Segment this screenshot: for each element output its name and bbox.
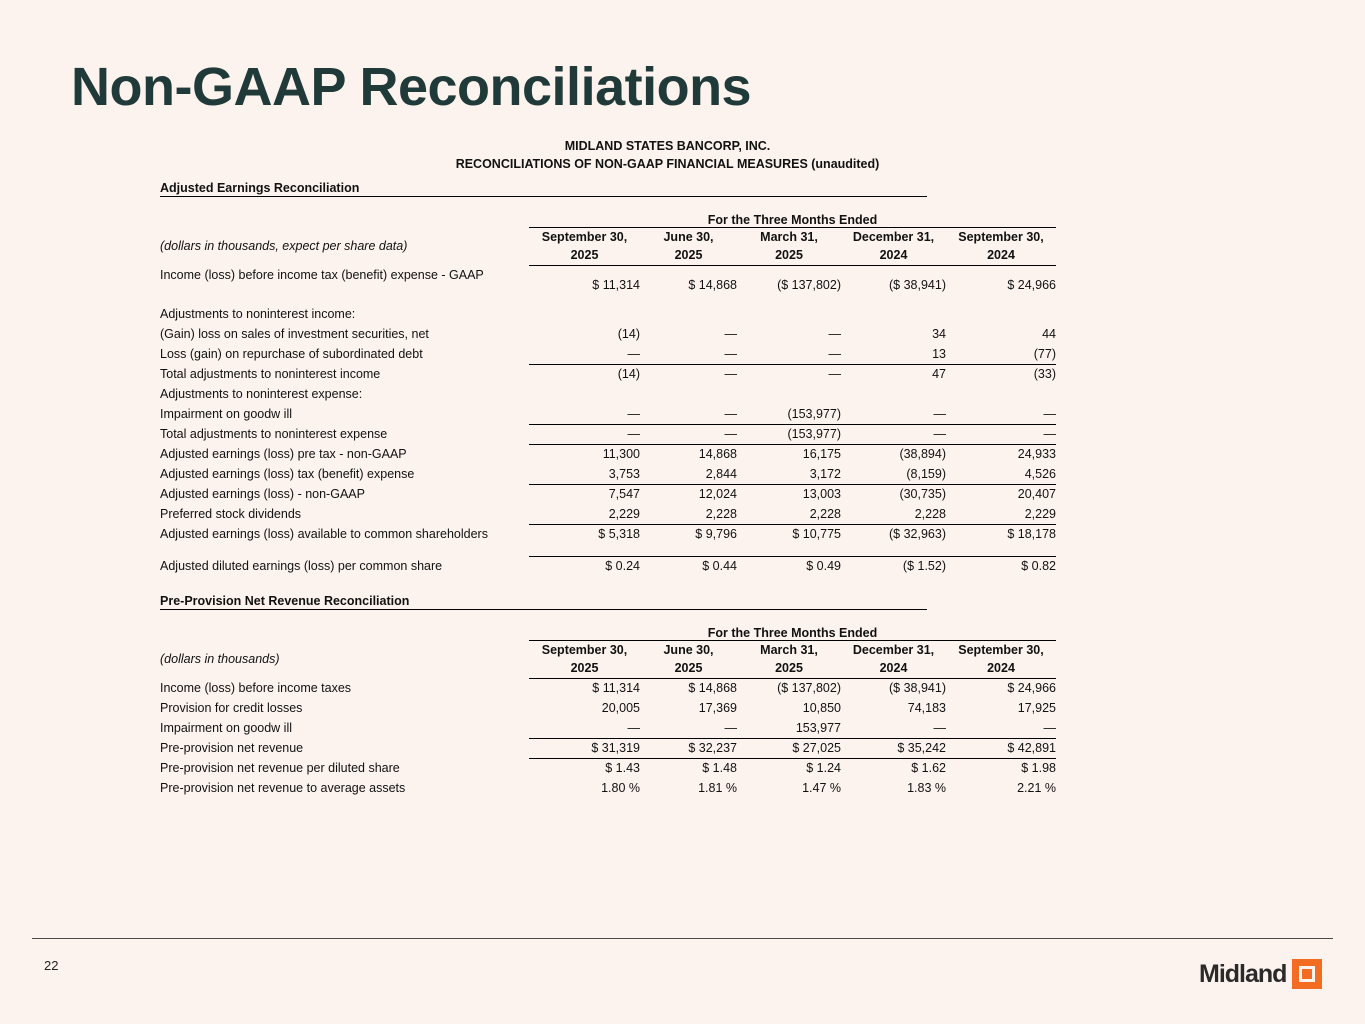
cell-value: 2,228 (705, 506, 737, 521)
row-label: Adjusted earnings (loss) - non-GAAP (160, 487, 365, 501)
cell-value: (33) (946, 364, 1056, 384)
table-row (160, 758, 1056, 778)
cell-value: $ 1.98 (946, 758, 1056, 778)
cell-value: (30,735) (841, 484, 946, 504)
cell-value: 17,369 (698, 701, 737, 715)
cell-value: 44 (1042, 327, 1056, 341)
cell-value: $ 0.44 (702, 559, 737, 574)
cell-value: (153,977) (737, 424, 841, 444)
cell-value: 1.80 % (601, 781, 640, 795)
cell-value: $ 11,314 (592, 681, 640, 696)
cell-value: 2,228 (809, 506, 841, 521)
cell-value: 2,228 (914, 506, 946, 521)
table-row (160, 304, 1056, 324)
cell-value: 74,183 (907, 701, 946, 715)
row-label: Adjusted earnings (loss) available to common shareholders (160, 527, 488, 541)
cell-value: 20,407 (946, 484, 1056, 504)
cell-value: — (1043, 406, 1056, 421)
cell-value (640, 304, 737, 324)
cell-value: — (828, 346, 841, 361)
row-label: Pre-provision net revenue to average assets (160, 781, 406, 795)
cell-value (529, 304, 640, 324)
cell-value: — (724, 720, 737, 735)
table-row (160, 678, 1056, 698)
column-header-year: 2024 (946, 246, 1056, 265)
cell-value: ($ 38,941) (889, 681, 946, 696)
cell-value: $ 10,775 (737, 524, 841, 544)
cell-value: 10,850 (802, 701, 841, 715)
cell-value: 2,844 (705, 466, 737, 481)
cell-value: $ 27,025 (737, 738, 841, 758)
cell-value: — (627, 720, 640, 735)
table-row (160, 738, 1056, 758)
table-row (160, 265, 1056, 304)
table-row (160, 444, 1056, 464)
cell-value: — (1043, 720, 1056, 735)
cell-value: $ 0.82 (1021, 559, 1056, 574)
cell-value: 13 (932, 346, 946, 361)
column-header-year: 2025 (737, 659, 841, 678)
column-header-year: 2025 (640, 659, 737, 678)
cell-value: 14,868 (640, 444, 737, 464)
column-header-date: September 30, (541, 229, 628, 244)
cell-value: (14) (617, 327, 640, 341)
table-row (160, 524, 1056, 544)
cell-value: $ 35,242 (841, 738, 946, 758)
cell-value: 16,175 (737, 444, 841, 464)
cell-value (946, 384, 1056, 404)
unit-label: (dollars in thousands) (160, 652, 280, 666)
period-header: For the Three Months Ended (529, 621, 1056, 640)
row-label: Impairment on goodw ill (160, 407, 293, 421)
cell-value: $ 14,868 (688, 277, 737, 292)
cell-value: 47 (841, 364, 946, 384)
cell-value: — (724, 406, 737, 421)
cell-value: — (946, 424, 1056, 444)
cell-value: (8,159) (906, 466, 946, 481)
cell-value: 12,024 (640, 484, 737, 504)
cell-value: 2,229 (608, 506, 640, 521)
row-label: (Gain) loss on sales of investment securities, net (160, 327, 429, 341)
cell-value: $ 11,314 (592, 277, 640, 292)
cell-value: 11,300 (529, 444, 640, 464)
cell-value: — (724, 346, 737, 361)
column-header-date: September 30, (958, 642, 1044, 657)
cell-value: — (737, 364, 841, 384)
cell-value: $ 18,178 (946, 524, 1056, 544)
cell-value: 1.83 % (907, 781, 946, 795)
adjusted-earnings-table (160, 208, 1056, 576)
cell-value: 2,229 (1024, 506, 1056, 521)
footer-divider (32, 938, 1333, 939)
cell-value: $ 0.49 (806, 559, 841, 574)
column-header-year: 2025 (529, 659, 640, 678)
column-header-year: 2025 (737, 246, 841, 265)
cell-value: ($ 137,802) (777, 277, 841, 292)
cell-value (841, 384, 946, 404)
cell-value: — (627, 346, 640, 361)
adjusted-earnings-section-title: Adjusted Earnings Reconciliation (160, 181, 927, 197)
row-label: Adjusted earnings (loss) pre tax - non-GAAP (160, 447, 407, 461)
table-row (160, 384, 1056, 404)
row-label: Income (loss) before income taxes (160, 681, 352, 695)
period-header: For the Three Months Ended (529, 208, 1056, 227)
cell-value: 4,526 (1024, 466, 1056, 481)
cell-value: — (627, 406, 640, 421)
cell-value: 2.21 % (1017, 781, 1056, 795)
cell-value: $ 24,966 (1007, 681, 1056, 696)
report-subtitle: RECONCILIATIONS OF NON-GAAP FINANCIAL MEASURES (unaudited) (455, 157, 880, 171)
table-row (160, 484, 1056, 504)
table-row (160, 556, 1056, 576)
table-row (160, 364, 1056, 384)
cell-value: $ 31,319 (529, 738, 640, 758)
cell-value: (77) (1033, 346, 1056, 361)
pprev-section-title: Pre-Provision Net Revenue Reconciliation (160, 594, 927, 610)
cell-value: $ 1.62 (841, 758, 946, 778)
row-label: Preferred stock dividends (160, 507, 302, 521)
column-header-date: March 31, (760, 642, 818, 657)
cell-value: 3,753 (608, 466, 640, 481)
cell-value: ($ 137,802) (777, 681, 841, 696)
page-title: Non-GAAP Reconciliations (71, 57, 752, 117)
logo-wordmark: Midland (1199, 959, 1287, 988)
cell-value: 7,547 (529, 484, 640, 504)
cell-value: 3,172 (809, 466, 841, 481)
cell-value: $ 24,966 (1007, 277, 1056, 292)
midland-logo (1199, 959, 1322, 989)
row-label: Income (loss) before income tax (benefit) expense - GAAP (160, 268, 484, 282)
cell-value: $ 32,237 (640, 738, 737, 758)
cell-value: — (933, 406, 946, 421)
cell-value: 13,003 (737, 484, 841, 504)
column-header-year: 2025 (529, 246, 640, 265)
column-header-year: 2024 (841, 659, 946, 678)
table-row (160, 324, 1056, 344)
cell-value: $ 0.24 (605, 559, 640, 574)
unit-label: (dollars in thousands, expect per share data) (160, 239, 408, 253)
column-header-year: 2025 (640, 246, 737, 265)
row-label: Provision for credit losses (160, 701, 303, 715)
cell-value (841, 304, 946, 324)
cell-value (946, 304, 1056, 324)
row-label: Adjustments to noninterest expense: (160, 387, 363, 401)
cell-value: — (724, 327, 737, 341)
cell-value: 1.47 % (802, 781, 841, 795)
cell-value: $ 1.48 (640, 758, 737, 778)
column-header-date: September 30, (541, 642, 628, 657)
cell-value (640, 384, 737, 404)
cell-value: — (640, 424, 737, 444)
cell-value (737, 384, 841, 404)
cell-value: $ 9,796 (640, 524, 737, 544)
column-header-date: December 31, (852, 642, 935, 657)
table-row (160, 464, 1056, 484)
cell-value: (14) (529, 364, 640, 384)
column-header-date: June 30, (663, 229, 714, 244)
cell-value: — (828, 327, 841, 341)
column-header-date: December 31, (852, 229, 935, 244)
table-row (160, 504, 1056, 524)
cell-value: ($ 1.52) (902, 559, 946, 574)
cell-value: ($ 32,963) (841, 524, 946, 544)
company-name: MIDLAND STATES BANCORP, INC. (564, 139, 771, 153)
cell-value: 24,933 (946, 444, 1056, 464)
cell-value: (153,977) (787, 406, 841, 421)
cell-value (737, 304, 841, 324)
cell-value: $ 42,891 (946, 738, 1056, 758)
row-label: Adjusted earnings (loss) tax (benefit) expense (160, 467, 415, 481)
table-row (160, 404, 1056, 424)
cell-value: 1.81 % (698, 781, 737, 795)
row-label: Adjustments to noninterest income: (160, 307, 356, 321)
column-header-date: June 30, (663, 642, 714, 657)
column-header-year: 2024 (841, 246, 946, 265)
cell-value: — (529, 424, 640, 444)
row-label: Impairment on goodw ill (160, 721, 293, 735)
cell-value: (38,894) (841, 444, 946, 464)
cell-value: $ 1.24 (737, 758, 841, 778)
row-label: Pre-provision net revenue (160, 741, 304, 755)
logo-square-icon (1292, 959, 1322, 989)
row-label: Loss (gain) on repurchase of subordinated debt (160, 347, 423, 361)
row-label: Total adjustments to noninterest expense (160, 427, 388, 441)
table-row (160, 718, 1056, 738)
table-row (160, 698, 1056, 718)
table-row (160, 778, 1056, 798)
row-label: Total adjustments to noninterest income (160, 367, 381, 381)
column-header-year: 2024 (946, 659, 1056, 678)
column-header-date: March 31, (760, 229, 818, 244)
cell-value: — (640, 364, 737, 384)
cell-value: — (841, 424, 946, 444)
table-row (160, 344, 1056, 364)
cell-value (529, 384, 640, 404)
table-row (160, 424, 1056, 444)
page-number: 22 (44, 958, 59, 973)
cell-value: $ 14,868 (688, 681, 737, 696)
cell-value: $ 5,318 (529, 524, 640, 544)
cell-value: 17,925 (1017, 701, 1056, 715)
row-label: Pre-provision net revenue per diluted share (160, 761, 400, 775)
cell-value: 34 (932, 327, 946, 341)
cell-value: — (933, 720, 946, 735)
row-label: Adjusted diluted earnings (loss) per common share (160, 559, 443, 573)
cell-value: 20,005 (601, 701, 640, 715)
pprev-table (160, 621, 1056, 798)
cell-value: 153,977 (795, 720, 841, 735)
cell-value: $ 1.43 (529, 758, 640, 778)
cell-value: ($ 38,941) (889, 277, 946, 292)
column-header-date: September 30, (958, 229, 1044, 244)
